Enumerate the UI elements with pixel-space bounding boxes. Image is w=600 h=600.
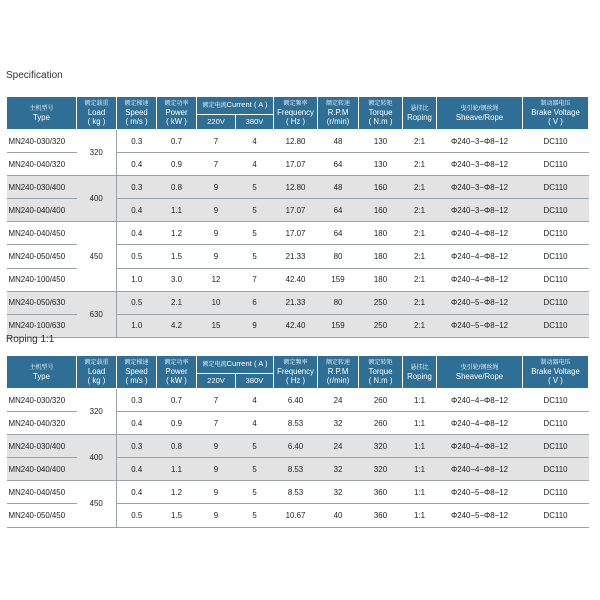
- cell-current-380v: 9: [236, 314, 274, 337]
- header-sheave: [437, 97, 523, 130]
- cell-rpm: 159: [318, 314, 359, 337]
- cell-torque: 160: [359, 199, 403, 222]
- cell-current-380v: 5: [236, 435, 274, 458]
- cell-current-380v: 4: [236, 153, 274, 176]
- header-load-unit: ( kg ): [87, 117, 106, 126]
- cell-power: 1.1: [157, 458, 197, 481]
- cell-power: 1.5: [157, 245, 197, 268]
- cell-frequency: 8.53: [274, 458, 318, 481]
- table-row: [7, 435, 589, 458]
- cell-frequency: 10.67: [274, 504, 318, 527]
- header-roping: [403, 356, 437, 389]
- cell-torque: 360: [359, 481, 403, 504]
- header-rpm-en: R.P.M: [327, 108, 349, 117]
- header-roping: [403, 97, 437, 130]
- cell-roping: 2:1: [403, 199, 437, 222]
- cell-model: MN240-040/400: [7, 458, 77, 481]
- cell-current-380v: 4: [236, 389, 274, 412]
- cell-speed: 0.4: [117, 481, 157, 504]
- cell-torque: 250: [359, 291, 403, 314]
- cell-frequency: 17.07: [274, 153, 318, 176]
- cell-power: 0.9: [157, 412, 197, 435]
- header-torque-unit: ( N.m ): [368, 117, 393, 126]
- cell-model: MN240-030/320: [7, 130, 77, 153]
- header-type-en: Type: [33, 371, 50, 381]
- cell-power: 2.1: [157, 291, 197, 314]
- cell-rpm: 24: [318, 435, 359, 458]
- cell-power: 1.5: [157, 504, 197, 527]
- cell-rpm: 24: [318, 389, 359, 412]
- cell-sheave-rope: Φ240−3−Φ8−12: [437, 176, 523, 199]
- header-current-en: Current ( A ): [226, 359, 268, 368]
- header-current-cn: 额定电流: [202, 103, 227, 109]
- header-roping-cn: 悬挂比: [410, 364, 429, 371]
- cell-power: 1.2: [157, 222, 197, 245]
- cell-roping: 1:1: [403, 458, 437, 481]
- header-brake-unit: ( V ): [548, 117, 563, 126]
- header-torque: [359, 356, 403, 389]
- cell-current-380v: 5: [236, 199, 274, 222]
- header-v220: 220V: [197, 115, 236, 130]
- cell-rpm: 32: [318, 458, 359, 481]
- cell-current-380v: 4: [236, 130, 274, 153]
- cell-power: 4.2: [157, 314, 197, 337]
- cell-power: 0.7: [157, 130, 197, 153]
- cell-torque: 130: [359, 153, 403, 176]
- cell-frequency: 12.80: [274, 176, 318, 199]
- cell-sheave-rope: Φ240−3−Φ8−12: [437, 153, 523, 176]
- cell-torque: 360: [359, 504, 403, 527]
- header-speed: [117, 97, 157, 130]
- cell-brake-voltage: DC110: [523, 435, 589, 458]
- cell-model: MN240-050/450: [7, 245, 77, 268]
- cell-torque: 320: [359, 435, 403, 458]
- header-brake-cn: 制动器电压: [540, 360, 571, 366]
- header-speed-en: Speed: [125, 367, 148, 376]
- cell-brake-voltage: DC110: [523, 458, 589, 481]
- cell-current-380v: 5: [236, 245, 274, 268]
- table-row: [7, 481, 589, 504]
- cell-speed: 1.0: [117, 268, 157, 291]
- header-rpm-cn: 额定转速: [326, 360, 351, 366]
- table-row: [7, 176, 589, 199]
- cell-roping: 1:1: [403, 412, 437, 435]
- cell-brake-voltage: DC110: [523, 314, 589, 337]
- cell-load: 320: [77, 389, 117, 435]
- header-freq-unit: ( Hz ): [285, 376, 306, 385]
- header-torque-cn: 额定转矩: [368, 101, 393, 107]
- cell-power: 1.2: [157, 481, 197, 504]
- cell-rpm: 48: [318, 176, 359, 199]
- header-torque: [359, 97, 403, 130]
- header-sheave-en: Sheave/Rope: [455, 371, 504, 381]
- cell-torque: 260: [359, 389, 403, 412]
- cell-speed: 0.5: [117, 245, 157, 268]
- cell-roping: 2:1: [403, 245, 437, 268]
- cell-brake-voltage: DC110: [523, 199, 589, 222]
- header-rpm: [318, 356, 359, 389]
- cell-roping: 1:1: [403, 389, 437, 412]
- table-row: [7, 130, 589, 153]
- cell-sheave-rope: Φ240−3−Φ8−12: [437, 199, 523, 222]
- cell-sheave-rope: Φ240−5−Φ8−12: [437, 504, 523, 527]
- cell-sheave-rope: Φ240−4−Φ8−12: [437, 268, 523, 291]
- cell-speed: 0.5: [117, 504, 157, 527]
- header-torque-en: Torque: [368, 367, 393, 376]
- cell-power: 0.9: [157, 153, 197, 176]
- cell-frequency: 42.40: [274, 314, 318, 337]
- header-brake-unit: ( V ): [548, 376, 563, 385]
- section-title-specification: Specification: [6, 70, 63, 81]
- header-sheave: [437, 356, 523, 389]
- header-freq: [274, 97, 318, 130]
- header-current: [197, 356, 274, 374]
- header-type-en: Type: [33, 112, 50, 122]
- cell-current-380v: 5: [236, 504, 274, 527]
- header-load-cn: 额定载重: [84, 360, 109, 366]
- cell-power: 0.7: [157, 389, 197, 412]
- header-speed-unit: ( m/s ): [125, 376, 148, 385]
- cell-current-380v: 5: [236, 176, 274, 199]
- cell-current-220v: 9: [197, 199, 236, 222]
- cell-current-380v: 5: [236, 222, 274, 245]
- cell-speed: 0.5: [117, 291, 157, 314]
- cell-load: 450: [77, 222, 117, 291]
- cell-rpm: 80: [318, 291, 359, 314]
- section-title-roping: Roping 1:1: [6, 334, 55, 345]
- cell-brake-voltage: DC110: [523, 291, 589, 314]
- header-power-unit: ( kW ): [166, 376, 187, 385]
- cell-sheave-rope: Φ240−4−Φ8−12: [437, 412, 523, 435]
- header-freq-cn: 额定频率: [283, 360, 308, 366]
- header-load: [77, 356, 117, 389]
- cell-rpm: 40: [318, 504, 359, 527]
- cell-sheave-rope: Φ240−4−Φ8−12: [437, 458, 523, 481]
- cell-model: MN240-030/400: [7, 435, 77, 458]
- cell-sheave-rope: Φ240−4−Φ8−12: [437, 389, 523, 412]
- header-freq-en: Frequency: [277, 367, 314, 376]
- cell-torque: 180: [359, 245, 403, 268]
- cell-rpm: 64: [318, 222, 359, 245]
- cell-rpm: 159: [318, 268, 359, 291]
- cell-power: 0.8: [157, 176, 197, 199]
- cell-brake-voltage: DC110: [523, 245, 589, 268]
- cell-current-220v: 9: [197, 176, 236, 199]
- cell-speed: 1.0: [117, 314, 157, 337]
- header-current-cn: 额定电流: [202, 362, 227, 368]
- header-rpm-unit: (r/min): [326, 376, 350, 385]
- cell-model: MN240-050/630: [7, 291, 77, 314]
- header-type: [7, 356, 77, 389]
- header-load-cn: 额定载重: [84, 101, 109, 107]
- cell-torque: 180: [359, 222, 403, 245]
- cell-brake-voltage: DC110: [523, 130, 589, 153]
- cell-speed: 0.4: [117, 412, 157, 435]
- cell-roping: 2:1: [403, 130, 437, 153]
- cell-rpm: 64: [318, 199, 359, 222]
- header-speed-cn: 额定梯速: [124, 101, 149, 107]
- header-load: [77, 97, 117, 130]
- cell-model: MN240-030/400: [7, 176, 77, 199]
- cell-speed: 0.3: [117, 130, 157, 153]
- cell-model: MN240-100/630: [7, 314, 77, 337]
- cell-speed: 0.4: [117, 153, 157, 176]
- header-roping-en: Roping: [407, 371, 432, 381]
- table-row: [7, 222, 589, 245]
- cell-roping: 2:1: [403, 268, 437, 291]
- header-sheave-cn: 曳引轮/钢丝绳: [460, 364, 499, 371]
- header-power-cn: 额定功率: [164, 360, 189, 366]
- header-brake-en: Brake Voltage: [531, 367, 580, 376]
- header-torque-unit: ( N.m ): [368, 376, 393, 385]
- cell-frequency: 17.07: [274, 199, 318, 222]
- header-sheave-en: Sheave/Rope: [455, 112, 504, 122]
- header-power-en: Power: [165, 108, 188, 117]
- header-load-unit: ( kg ): [87, 376, 106, 385]
- cell-rpm: 32: [318, 481, 359, 504]
- header-freq-en: Frequency: [277, 108, 314, 117]
- cell-frequency: 6.40: [274, 435, 318, 458]
- header-brake: [523, 97, 589, 130]
- header-v380: 380V: [236, 374, 274, 389]
- cell-sheave-rope: Φ240−3−Φ8−12: [437, 130, 523, 153]
- cell-roping: 2:1: [403, 176, 437, 199]
- cell-model: MN240-030/320: [7, 389, 77, 412]
- header-speed-cn: 额定梯速: [124, 360, 149, 366]
- header-current: [197, 97, 274, 115]
- cell-speed: 0.4: [117, 458, 157, 481]
- cell-rpm: 64: [318, 153, 359, 176]
- header-power-unit: ( kW ): [166, 117, 187, 126]
- cell-speed: 0.3: [117, 435, 157, 458]
- header-power-en: Power: [165, 367, 188, 376]
- cell-brake-voltage: DC110: [523, 268, 589, 291]
- header-speed-unit: ( m/s ): [125, 117, 148, 126]
- table-row: [7, 389, 589, 412]
- cell-brake-voltage: DC110: [523, 481, 589, 504]
- cell-torque: 180: [359, 268, 403, 291]
- cell-torque: 320: [359, 458, 403, 481]
- cell-brake-voltage: DC110: [523, 412, 589, 435]
- header-v220: 220V: [197, 374, 236, 389]
- cell-current-380v: 4: [236, 412, 274, 435]
- cell-sheave-rope: Φ240−5−Φ8−12: [437, 481, 523, 504]
- cell-power: 3.0: [157, 268, 197, 291]
- header-torque-cn: 额定转矩: [368, 360, 393, 366]
- header-sheave-cn: 曳引轮/钢丝绳: [460, 105, 499, 112]
- cell-roping: 2:1: [403, 291, 437, 314]
- cell-roping: 2:1: [403, 153, 437, 176]
- cell-load: 400: [77, 435, 117, 481]
- header-rpm-cn: 额定转速: [326, 101, 351, 107]
- header-speed-en: Speed: [125, 108, 148, 117]
- cell-current-220v: 15: [197, 314, 236, 337]
- cell-model: MN240-040/450: [7, 222, 77, 245]
- header-load-en: Load: [87, 108, 106, 117]
- header-power: [157, 97, 197, 130]
- header-torque-en: Torque: [368, 108, 393, 117]
- cell-current-220v: 9: [197, 504, 236, 527]
- cell-load: 400: [77, 176, 117, 222]
- cell-current-380v: 6: [236, 291, 274, 314]
- cell-rpm: 32: [318, 412, 359, 435]
- cell-frequency: 8.53: [274, 412, 318, 435]
- roping-table: [6, 355, 589, 528]
- cell-torque: 130: [359, 130, 403, 153]
- header-brake-cn: 制动器电压: [540, 101, 571, 107]
- cell-current-220v: 7: [197, 153, 236, 176]
- cell-model: MN240-040/450: [7, 481, 77, 504]
- cell-model: MN240-040/320: [7, 153, 77, 176]
- cell-brake-voltage: DC110: [523, 389, 589, 412]
- cell-roping: 1:1: [403, 481, 437, 504]
- cell-speed: 0.3: [117, 176, 157, 199]
- cell-frequency: 21.33: [274, 245, 318, 268]
- cell-brake-voltage: DC110: [523, 153, 589, 176]
- cell-model: MN240-050/450: [7, 504, 77, 527]
- specification-table: [6, 96, 589, 338]
- cell-rpm: 80: [318, 245, 359, 268]
- cell-model: MN240-040/320: [7, 412, 77, 435]
- cell-load: 320: [77, 130, 117, 176]
- cell-sheave-rope: Φ240−4−Φ8−12: [437, 245, 523, 268]
- cell-speed: 0.4: [117, 199, 157, 222]
- cell-current-380v: 7: [236, 268, 274, 291]
- header-brake-en: Brake Voltage: [531, 108, 580, 117]
- cell-sheave-rope: Φ240−5−Φ8−12: [437, 291, 523, 314]
- cell-roping: 1:1: [403, 504, 437, 527]
- cell-torque: 160: [359, 176, 403, 199]
- cell-current-220v: 12: [197, 268, 236, 291]
- header-rpm-unit: (r/min): [326, 117, 350, 126]
- header-freq: [274, 356, 318, 389]
- header-roping-cn: 悬挂比: [410, 105, 429, 112]
- cell-frequency: 12.80: [274, 130, 318, 153]
- cell-frequency: 21.33: [274, 291, 318, 314]
- cell-speed: 0.3: [117, 389, 157, 412]
- cell-rpm: 48: [318, 130, 359, 153]
- cell-frequency: 6.40: [274, 389, 318, 412]
- cell-torque: 260: [359, 412, 403, 435]
- cell-sheave-rope: Φ240−4−Φ8−12: [437, 435, 523, 458]
- cell-torque: 250: [359, 314, 403, 337]
- cell-brake-voltage: DC110: [523, 176, 589, 199]
- header-type-cn: 主机型号: [29, 364, 54, 371]
- header-v380: 380V: [236, 115, 274, 130]
- header-current-en: Current ( A ): [226, 100, 268, 109]
- cell-load: 450: [77, 481, 117, 527]
- header-power: [157, 356, 197, 389]
- cell-current-220v: 9: [197, 481, 236, 504]
- header-rpm-en: R.P.M: [327, 367, 349, 376]
- cell-brake-voltage: DC110: [523, 222, 589, 245]
- cell-current-220v: 9: [197, 435, 236, 458]
- cell-speed: 0.4: [117, 222, 157, 245]
- cell-frequency: 17.07: [274, 222, 318, 245]
- header-roping-en: Roping: [407, 112, 432, 122]
- cell-brake-voltage: DC110: [523, 504, 589, 527]
- cell-current-220v: 7: [197, 130, 236, 153]
- header-rpm: [318, 97, 359, 130]
- header-freq-cn: 额定频率: [283, 101, 308, 107]
- cell-current-380v: 5: [236, 458, 274, 481]
- cell-power: 0.8: [157, 435, 197, 458]
- cell-current-380v: 5: [236, 481, 274, 504]
- header-type: [7, 97, 77, 130]
- cell-model: MN240-040/400: [7, 199, 77, 222]
- cell-current-220v: 10: [197, 291, 236, 314]
- cell-sheave-rope: Φ240−4−Φ8−12: [437, 222, 523, 245]
- cell-roping: 1:1: [403, 435, 437, 458]
- cell-current-220v: 7: [197, 389, 236, 412]
- cell-roping: 2:1: [403, 222, 437, 245]
- cell-current-220v: 9: [197, 458, 236, 481]
- header-freq-unit: ( Hz ): [285, 117, 306, 126]
- cell-current-220v: 9: [197, 222, 236, 245]
- header-type-cn: 主机型号: [29, 105, 54, 112]
- cell-frequency: 8.53: [274, 481, 318, 504]
- table-row: [7, 291, 589, 314]
- cell-power: 1.1: [157, 199, 197, 222]
- cell-model: MN240-100/450: [7, 268, 77, 291]
- header-speed: [117, 356, 157, 389]
- cell-current-220v: 9: [197, 245, 236, 268]
- header-brake: [523, 356, 589, 389]
- cell-load: 630: [77, 291, 117, 337]
- cell-current-220v: 7: [197, 412, 236, 435]
- cell-frequency: 42.40: [274, 268, 318, 291]
- cell-roping: 2:1: [403, 314, 437, 337]
- header-power-cn: 额定功率: [164, 101, 189, 107]
- cell-sheave-rope: Φ240−5−Φ8−12: [437, 314, 523, 337]
- header-load-en: Load: [87, 367, 106, 376]
